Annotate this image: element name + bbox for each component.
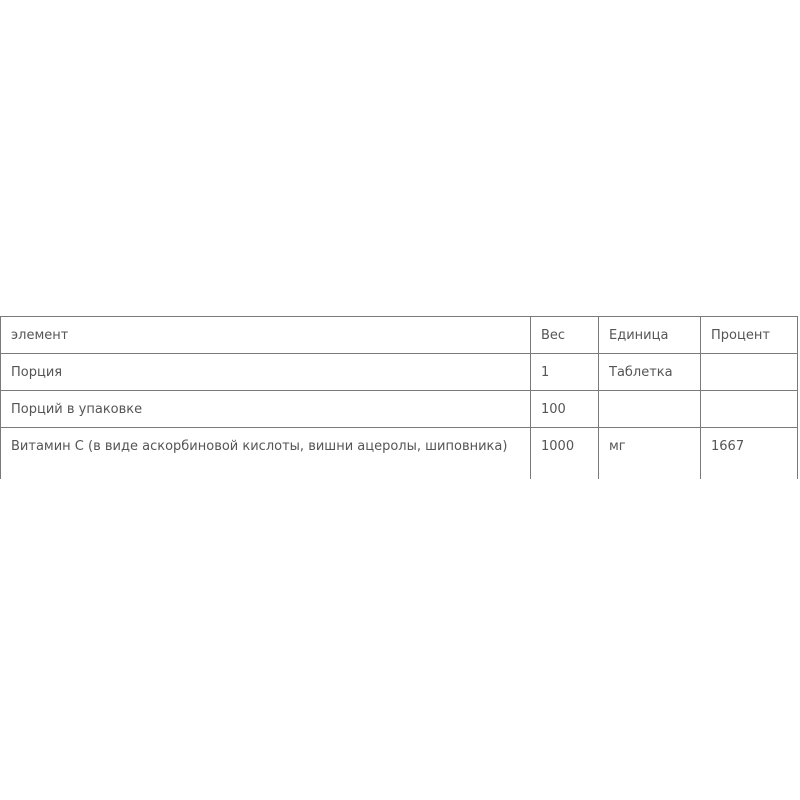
table-body	[1, 354, 798, 479]
table-row	[1, 391, 798, 428]
cell-weight: 100	[531, 391, 599, 428]
cell-percent	[701, 391, 798, 428]
nutrition-table	[0, 316, 798, 479]
cell-unit: мг	[599, 428, 701, 479]
cell-element: Порция	[1, 354, 531, 391]
header-unit: Единица	[599, 317, 701, 354]
cell-element: Порций в упаковке	[1, 391, 531, 428]
cell-weight: 1000	[531, 428, 599, 479]
cell-percent	[701, 354, 798, 391]
cell-unit: Таблетка	[599, 354, 701, 391]
header-element: элемент	[1, 317, 531, 354]
cell-percent: 1667	[701, 428, 798, 479]
header-percent: Процент	[701, 317, 798, 354]
cell-weight: 1	[531, 354, 599, 391]
header-weight: Вес	[531, 317, 599, 354]
cell-unit	[599, 391, 701, 428]
table-row	[1, 428, 798, 479]
cell-element: Витамин С (в виде аскорбиновой кислоты, вишни ацеролы, шиповника)	[1, 428, 531, 479]
table-header-row	[1, 317, 798, 354]
table-row	[1, 354, 798, 391]
table-header	[1, 317, 798, 354]
